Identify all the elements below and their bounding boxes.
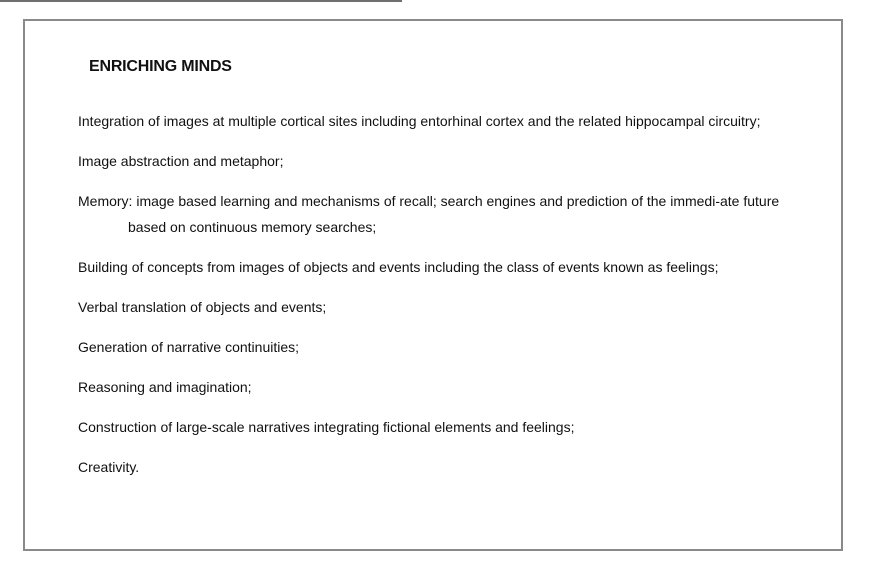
list-item: Building of concepts from images of objects and events including the class of events known as feelings;: [78, 259, 719, 275]
list-item: Generation of narrative continuities;: [78, 339, 300, 355]
list-item: Image abstraction and metaphor;: [78, 153, 284, 169]
list-item: Construction of large-scale narratives integrating fictional elements and feelings;: [78, 419, 575, 435]
top-divider: [0, 0, 402, 2]
list-item: Creativity.: [78, 459, 140, 475]
list-item: Verbal translation of objects and events;: [78, 299, 327, 315]
list-item: Integration of images at multiple cortical sites including entorhinal cortex and the related hippocampal circuitry;: [78, 113, 761, 129]
enriching-minds-box: [23, 19, 843, 551]
capabilities-list: [78, 108, 818, 494]
box-title: ENRICHING MINDS: [89, 58, 232, 75]
list-item: Memory: image based learning and mechanisms of recall; search engines and prediction of the immedi-ate future based on continuous memory searches;: [78, 193, 780, 235]
list-item: Reasoning and imagination;: [78, 379, 252, 395]
